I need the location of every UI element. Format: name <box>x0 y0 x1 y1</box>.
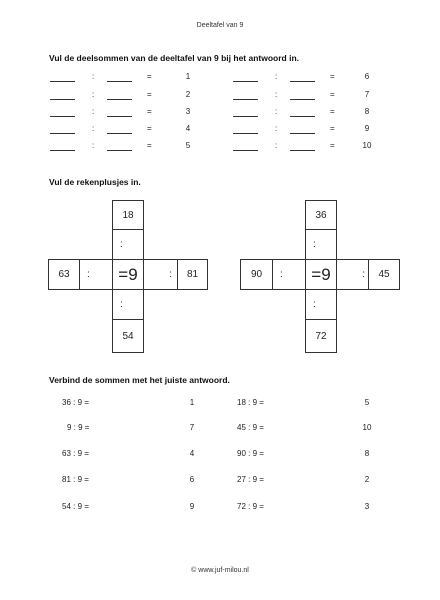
equals-sign: = <box>147 141 152 150</box>
section3-heading: Verbind de sommen met het juiste antwoord. <box>49 375 230 385</box>
division-row-right <box>233 107 383 119</box>
dividend-blank[interactable] <box>50 90 75 100</box>
answer-option[interactable]: 3 <box>364 502 370 511</box>
equals-sign: = <box>147 90 152 99</box>
matching-row-left <box>62 398 212 410</box>
division-sum[interactable]: 81 : 9 = <box>62 475 89 484</box>
division-row-right <box>233 141 383 153</box>
section2-heading: Vul de rekenplusjes in. <box>49 177 141 187</box>
division-sum[interactable]: 45 : 9 = <box>237 423 264 432</box>
quotient-value: 5 <box>185 141 191 150</box>
division-row-left <box>50 90 200 102</box>
plus1-left-operator-cell[interactable]: : <box>79 259 113 290</box>
divisor-blank[interactable] <box>290 107 315 117</box>
dividend-blank[interactable] <box>233 90 258 100</box>
division-row-right <box>233 90 383 102</box>
division-sign: : <box>275 90 278 99</box>
plus1-bottom-cell[interactable]: 54 <box>112 319 144 353</box>
section1-heading: Vul de deelsommen van de deeltafel van 9 bij het antwoord in. <box>49 53 300 63</box>
division-sum[interactable]: 54 : 9 = <box>62 502 89 511</box>
dividend-blank[interactable] <box>50 107 75 117</box>
plus2-top-cell[interactable]: 36 <box>305 200 337 230</box>
division-row-left <box>50 107 200 119</box>
divisor-blank[interactable] <box>290 141 315 151</box>
equals-sign: = <box>147 107 152 116</box>
answer-option[interactable]: 9 <box>189 502 195 511</box>
equals-sign: = <box>330 124 335 133</box>
division-sign: : <box>92 141 95 150</box>
matching-row-left <box>62 475 212 487</box>
matching-row-right <box>237 423 387 435</box>
divisor-blank[interactable] <box>107 124 132 134</box>
quotient-value: 10 <box>362 141 372 150</box>
dividend-blank[interactable] <box>50 141 75 151</box>
equals-sign: = <box>147 124 152 133</box>
answer-option[interactable]: 4 <box>189 449 195 458</box>
footer-credit: © www.juf-milou.nl <box>191 567 249 574</box>
division-sum[interactable]: 90 : 9 = <box>237 449 264 458</box>
division-sum[interactable]: 9 : 9 = <box>67 423 90 432</box>
dividend-blank[interactable] <box>233 107 258 117</box>
matching-row-right <box>237 502 387 514</box>
dividend-blank[interactable] <box>233 141 258 151</box>
matching-row-right <box>237 449 387 461</box>
matching-row-left <box>62 449 212 461</box>
dividend-blank[interactable] <box>50 124 75 134</box>
divisor-blank[interactable] <box>107 72 132 82</box>
plus1-top-operator-cell[interactable]: : <box>112 229 144 260</box>
plus1-right-operator-cell[interactable]: : <box>143 259 178 290</box>
division-sign: : <box>275 72 278 81</box>
plus1-bottom-operator-cell[interactable]: : <box>112 289 144 320</box>
answer-option[interactable]: 8 <box>364 449 370 458</box>
plus2-bottom-cell[interactable]: 72 <box>305 319 337 353</box>
quotient-value: 7 <box>364 90 370 99</box>
plus2-left-operator-cell[interactable]: : <box>272 259 306 290</box>
division-sign: : <box>92 90 95 99</box>
page-title: Deeltafel van 9 <box>196 22 244 29</box>
division-sum[interactable]: 72 : 9 = <box>237 502 264 511</box>
dividend-blank[interactable] <box>233 72 258 82</box>
quotient-value: 8 <box>364 107 370 116</box>
plus2-left-cell[interactable]: 90 <box>240 259 273 290</box>
quotient-value: 1 <box>185 72 191 81</box>
matching-row-right <box>237 475 387 487</box>
plus2-bottom-operator-cell[interactable]: : <box>305 289 337 320</box>
division-row-left <box>50 72 200 84</box>
division-sum[interactable]: 18 : 9 = <box>237 398 264 407</box>
quotient-value: 4 <box>185 124 191 133</box>
division-row-right <box>233 124 383 136</box>
equals-sign: = <box>330 141 335 150</box>
quotient-value: 9 <box>364 124 370 133</box>
plus1-center-cell: =9 <box>112 259 144 290</box>
quotient-value: 6 <box>364 72 370 81</box>
plus1-top-cell[interactable]: 18 <box>112 200 144 230</box>
quotient-value: 3 <box>185 107 191 116</box>
matching-row-left <box>62 502 212 514</box>
division-sign: : <box>92 107 95 116</box>
answer-option[interactable]: 5 <box>364 398 370 407</box>
answer-option[interactable]: 1 <box>189 398 195 407</box>
plus1-right-cell[interactable]: 81 <box>177 259 208 290</box>
dividend-blank[interactable] <box>50 72 75 82</box>
plus2-center-cell: =9 <box>305 259 337 290</box>
divisor-blank[interactable] <box>290 124 315 134</box>
division-sign: : <box>275 107 278 116</box>
equals-sign: = <box>330 90 335 99</box>
divisor-blank[interactable] <box>107 90 132 100</box>
plus2-right-cell[interactable]: 45 <box>368 259 400 290</box>
matching-row-right <box>237 398 387 410</box>
matching-row-left <box>62 423 212 435</box>
equals-sign: = <box>147 72 152 81</box>
division-row-right <box>233 72 383 84</box>
division-sign: : <box>275 124 278 133</box>
divisor-blank[interactable] <box>107 141 132 151</box>
answer-option[interactable]: 2 <box>364 475 370 484</box>
divisor-blank[interactable] <box>290 72 315 82</box>
answer-option[interactable]: 10 <box>362 423 372 432</box>
division-sign: : <box>275 141 278 150</box>
equals-sign: = <box>330 107 335 116</box>
division-sum[interactable]: 27 : 9 = <box>237 475 264 484</box>
plus2-right-operator-cell[interactable]: : <box>336 259 369 290</box>
dividend-blank[interactable] <box>233 124 258 134</box>
answer-option[interactable]: 7 <box>189 423 195 432</box>
division-sign: : <box>92 124 95 133</box>
quotient-value: 2 <box>185 90 191 99</box>
plus1-left-cell[interactable]: 63 <box>48 259 80 290</box>
division-row-left <box>50 141 200 153</box>
equals-sign: = <box>330 72 335 81</box>
divisor-blank[interactable] <box>290 90 315 100</box>
division-sum[interactable]: 63 : 9 = <box>62 449 89 458</box>
division-row-left <box>50 124 200 136</box>
division-sign: : <box>92 72 95 81</box>
answer-option[interactable]: 6 <box>189 475 195 484</box>
division-sum[interactable]: 36 : 9 = <box>62 398 89 407</box>
plus2-top-operator-cell[interactable]: : <box>305 229 337 260</box>
divisor-blank[interactable] <box>107 107 132 117</box>
